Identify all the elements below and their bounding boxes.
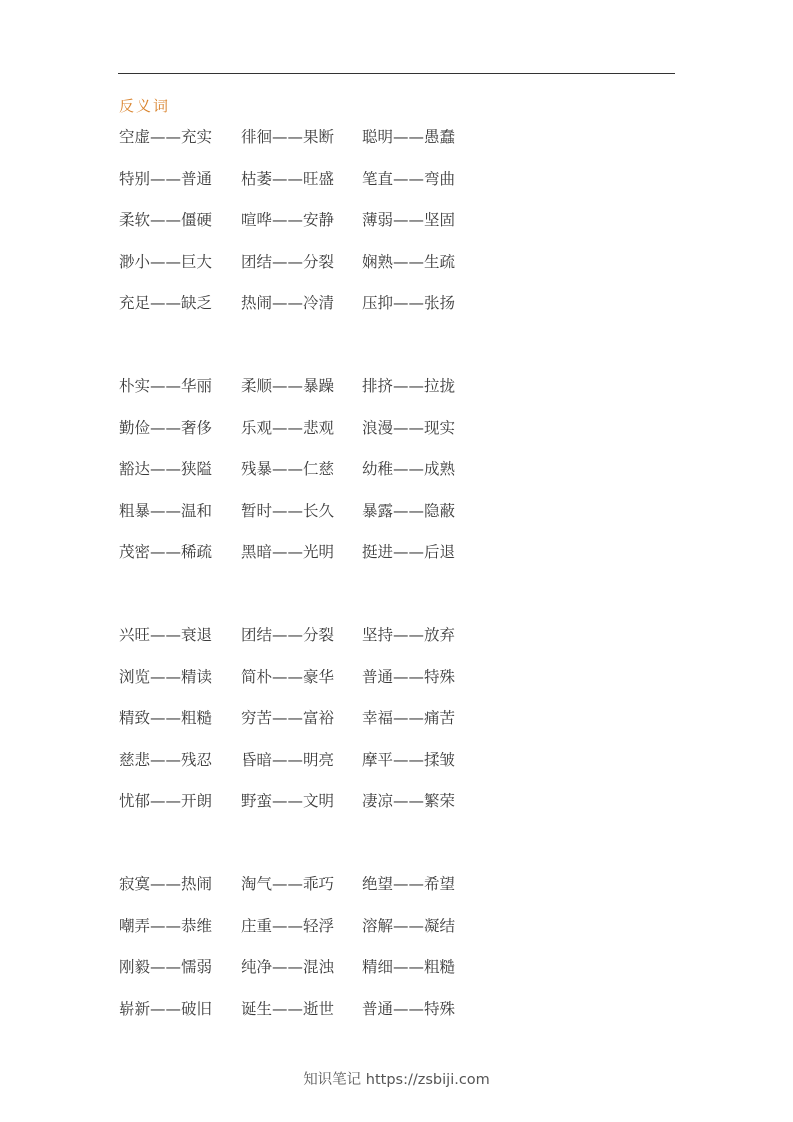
antonym-pair: 聪明——愚蠢 bbox=[362, 128, 456, 146]
antonym-row bbox=[119, 791, 679, 833]
antonym-row bbox=[119, 252, 679, 294]
antonym-pair: 野蛮——文明 bbox=[241, 792, 335, 811]
antonym-row bbox=[119, 708, 679, 750]
antonym-pair: 昏暗——明亮 bbox=[241, 750, 335, 769]
antonym-pair: 寂寞——热闹 bbox=[119, 874, 213, 893]
antonym-pair: 淘气——乖巧 bbox=[241, 874, 335, 893]
antonym-pair: 黑暗——光明 bbox=[241, 543, 335, 562]
antonym-pair: 幸福——痛苦 bbox=[362, 709, 456, 728]
antonym-group bbox=[119, 874, 679, 1040]
antonym-row bbox=[119, 418, 679, 460]
antonym-row bbox=[119, 750, 679, 792]
antonym-pair: 残暴——仁慈 bbox=[241, 460, 335, 479]
antonym-list bbox=[119, 127, 679, 1040]
antonym-row bbox=[119, 874, 679, 916]
antonym-row bbox=[119, 501, 679, 543]
antonym-pair: 团结——分裂 bbox=[241, 252, 335, 271]
antonym-pair: 普通——特殊 bbox=[362, 667, 456, 686]
antonym-pair: 渺小——巨大 bbox=[119, 252, 213, 271]
antonym-row bbox=[119, 999, 679, 1041]
antonym-row bbox=[119, 542, 679, 584]
antonym-row bbox=[119, 376, 679, 418]
antonym-pair: 茂密——稀疏 bbox=[119, 543, 213, 562]
antonym-group bbox=[119, 625, 679, 833]
antonym-pair: 柔软——僵硬 bbox=[119, 211, 213, 230]
antonym-pair: 精细——粗糙 bbox=[362, 958, 456, 977]
antonym-pair: 热闹——冷清 bbox=[241, 294, 335, 313]
antonym-row bbox=[119, 293, 679, 335]
antonym-pair: 空虚——充实 bbox=[119, 128, 213, 146]
antonym-pair: 豁达——狭隘 bbox=[119, 460, 213, 479]
antonym-row bbox=[119, 667, 679, 709]
antonym-pair: 庄重——轻浮 bbox=[241, 916, 335, 935]
antonym-pair: 浏览——精读 bbox=[119, 667, 213, 686]
antonym-pair: 刚毅——懦弱 bbox=[119, 958, 213, 977]
antonym-pair: 纯净——混浊 bbox=[241, 958, 335, 977]
antonym-pair: 穷苦——富裕 bbox=[241, 709, 335, 728]
antonym-pair: 娴熟——生疏 bbox=[362, 252, 456, 271]
antonym-pair: 挺进——后退 bbox=[362, 543, 456, 562]
antonym-pair: 浪漫——现实 bbox=[362, 418, 456, 437]
antonym-pair: 枯萎——旺盛 bbox=[241, 169, 335, 188]
antonym-pair: 兴旺——衰退 bbox=[119, 625, 213, 644]
antonym-pair: 徘徊——果断 bbox=[241, 128, 335, 146]
antonym-pair: 普通——特殊 bbox=[362, 999, 456, 1018]
antonym-pair: 溶解——凝结 bbox=[362, 916, 456, 935]
antonym-pair: 团结——分裂 bbox=[241, 625, 335, 644]
antonym-pair: 崭新——破旧 bbox=[119, 999, 213, 1018]
antonym-pair: 排挤——拉拢 bbox=[362, 376, 456, 395]
antonym-pair: 忧郁——开朗 bbox=[119, 792, 213, 811]
antonym-row bbox=[119, 210, 679, 252]
antonym-row bbox=[119, 916, 679, 958]
antonym-pair: 充足——缺乏 bbox=[119, 294, 213, 313]
antonym-pair: 坚持——放弃 bbox=[362, 625, 456, 644]
antonym-pair: 暴露——隐蔽 bbox=[362, 501, 456, 520]
antonym-pair: 绝望——希望 bbox=[362, 874, 456, 893]
antonym-pair: 摩平——揉皱 bbox=[362, 750, 456, 769]
antonym-group bbox=[119, 376, 679, 584]
antonym-pair: 幼稚——成熟 bbox=[362, 460, 456, 479]
section-heading: 反义词 bbox=[119, 97, 171, 115]
antonym-pair: 简朴——豪华 bbox=[241, 667, 335, 686]
antonym-pair: 特别——普通 bbox=[119, 169, 213, 188]
antonym-pair: 朴实——华丽 bbox=[119, 376, 213, 395]
antonym-pair: 压抑——张扬 bbox=[362, 294, 456, 313]
antonym-row bbox=[119, 625, 679, 667]
antonym-pair: 喧哗——安静 bbox=[241, 211, 335, 230]
antonym-pair: 暂时——长久 bbox=[241, 501, 335, 520]
antonym-group bbox=[119, 127, 679, 335]
antonym-pair: 勤俭——奢侈 bbox=[119, 418, 213, 437]
antonym-pair: 薄弱——坚固 bbox=[362, 211, 456, 230]
antonym-pair: 嘲弄——恭维 bbox=[119, 916, 213, 935]
antonym-pair: 乐观——悲观 bbox=[241, 418, 335, 437]
antonym-row bbox=[119, 459, 679, 501]
antonym-pair: 粗暴——温和 bbox=[119, 501, 213, 520]
antonym-pair: 精致——粗糙 bbox=[119, 709, 213, 728]
antonym-pair: 慈悲——残忍 bbox=[119, 750, 213, 769]
antonym-pair: 诞生——逝世 bbox=[241, 999, 335, 1018]
top-divider bbox=[118, 73, 675, 74]
antonym-row bbox=[119, 127, 679, 169]
page-footer: 知识笔记 https://zsbiji.com bbox=[303, 1072, 490, 1088]
antonym-pair: 柔顺——暴躁 bbox=[241, 376, 335, 395]
antonym-pair: 凄凉——繁荣 bbox=[362, 792, 456, 811]
antonym-row bbox=[119, 957, 679, 999]
antonym-pair: 笔直——弯曲 bbox=[362, 169, 456, 188]
antonym-row bbox=[119, 169, 679, 211]
